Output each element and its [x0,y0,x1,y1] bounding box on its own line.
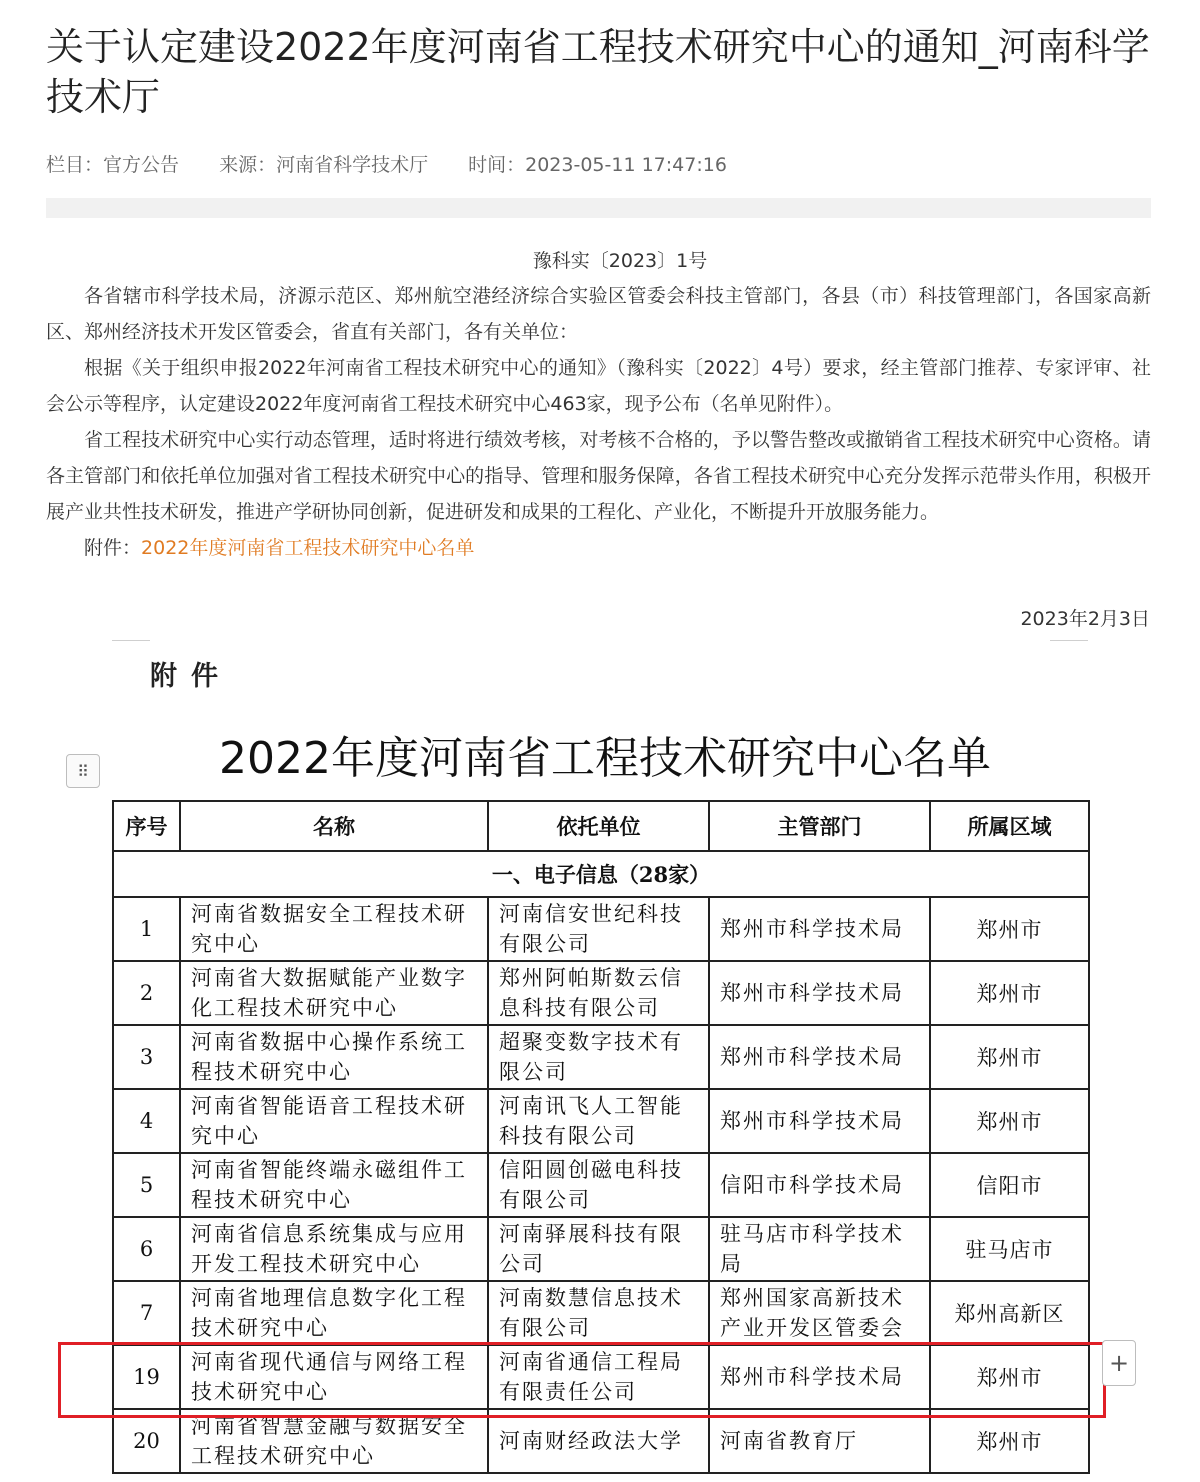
cell-department: 郑州国家高新技术产业开发区管委会 [709,1281,930,1345]
table-header-row [113,801,1089,851]
cell-department: 郑州市科学技术局 [709,961,930,1025]
cell-region: 郑州市 [930,897,1089,961]
cell-host: 河南信安世纪科技有限公司 [488,897,709,961]
addressee-paragraph: 各省辖市科学技术局，济源示范区、郑州航空港经济综合实验区管委会科技主管部门，各县（市）科技管理部门，各国家高新区、郑州经济技术开发区管委会，省直有关部门，各有关单位： [46,285,1151,343]
cell-department: 郑州市科学技术局 [709,897,930,961]
cell-host: 信阳圆创磁电科技有限公司 [488,1153,709,1217]
meta-source: 来源：河南省科学技术厅 [219,154,429,176]
table-row [113,1089,1089,1153]
cell-index: 20 [113,1409,180,1473]
cell-name: 河南省智能语音工程技术研究中心 [180,1089,488,1153]
cell-department: 驻马店市科学技术局 [709,1217,930,1281]
table-drag-handle-icon[interactable]: ⠿ [66,754,100,788]
divider-bar [46,198,1151,218]
cell-index: 6 [113,1217,180,1281]
cell-index: 3 [113,1025,180,1089]
cell-index: 1 [113,897,180,961]
cell-index: 19 [113,1345,180,1409]
article-meta [46,150,761,177]
cell-name: 河南省智能终端永磁组件工程技术研究中心 [180,1153,488,1217]
crop-mark-left [112,640,150,641]
cell-region: 郑州市 [930,961,1089,1025]
cell-host: 河南驿展科技有限公司 [488,1217,709,1281]
body-paragraph: 省工程技术研究中心实行动态管理，适时将进行绩效考核，对考核不合格的，予以警告整改或撤销省工程技术研究中心资格。请各主管部门和依托单位加强对省工程技术研究中心的指导、管理和服务保障，各省工程技术研究中心充分发挥示范带头作用，积极开展产业共性技术研发，推进产学研协同创新，促进研发和成果的工程化、产业化，不断提升开放服务能力。 [46,429,1151,523]
table-row [113,1409,1089,1473]
cell-host: 河南数慧信息技术有限公司 [488,1281,709,1345]
cell-region: 郑州市 [930,1025,1089,1089]
cell-region: 郑州高新区 [930,1281,1089,1345]
cell-name: 河南省数据中心操作系统工程技术研究中心 [180,1025,488,1089]
cell-department: 信阳市科学技术局 [709,1153,930,1217]
cell-region: 郑州市 [930,1345,1089,1409]
cell-name: 河南省数据安全工程技术研究中心 [180,897,488,961]
attachment-link[interactable]: 2022年度河南省工程技术研究中心名单 [141,537,475,559]
table-row-highlighted [113,1345,1089,1409]
attachment-prefix: 附件： [84,537,142,559]
cell-region: 郑州市 [930,1089,1089,1153]
annex-label: 附件 [150,661,232,692]
header-name: 名称 [180,801,488,851]
cell-department: 河南省教育厅 [709,1409,930,1473]
table-row [113,1025,1089,1089]
table-row [113,961,1089,1025]
cell-index: 7 [113,1281,180,1345]
header-region: 所属区域 [930,801,1089,851]
header-department: 主管部门 [709,801,930,851]
list-title: 2022年度河南省工程技术研究中心名单 [219,733,991,784]
meta-time: 时间：2023-05-11 17:47:16 [468,154,727,176]
cell-host: 河南讯飞人工智能科技有限公司 [488,1089,709,1153]
cell-name: 河南省信息系统集成与应用开发工程技术研究中心 [180,1217,488,1281]
cell-name: 河南省智慧金融与数据安全工程技术研究中心 [180,1409,488,1473]
table-row [113,1281,1089,1345]
cell-name: 河南省大数据赋能产业数字化工程技术研究中心 [180,961,488,1025]
cell-region: 信阳市 [930,1153,1089,1217]
document-number: 豫科实〔2023〕1号 [532,250,708,272]
attachment-line [46,530,1151,566]
cell-department: 郑州市科学技术局 [709,1025,930,1089]
cell-name: 河南省地理信息数字化工程技术研究中心 [180,1281,488,1345]
table-row [113,1217,1089,1281]
crop-mark-right [1050,640,1088,641]
cell-host: 河南财经政法大学 [488,1409,709,1473]
cell-department: 郑州市科学技术局 [709,1089,930,1153]
issue-date: 2023年2月3日 [1020,608,1150,630]
cell-index: 2 [113,961,180,1025]
add-row-plus-icon[interactable]: + [1102,1340,1136,1386]
category-row [113,851,1089,897]
cell-name: 河南省现代通信与网络工程技术研究中心 [180,1345,488,1409]
header-index: 序号 [113,801,180,851]
article-title: 关于认定建设2022年度河南省工程技术研究中心的通知_河南科学技术厅 [46,25,1150,119]
table-row [113,897,1089,961]
cell-index: 5 [113,1153,180,1217]
category-label: 一、电子信息（28家） [113,851,1089,897]
table-row [113,1153,1089,1217]
cell-region: 郑州市 [930,1409,1089,1473]
body-paragraph: 根据《关于组织申报2022年河南省工程技术研究中心的通知》（豫科实〔2022〕4号）要求，经主管部门推荐、专家评审、社会公示等程序，认定建设2022年度河南省工程技术研究中心463家，现予公布（名单见附件）。 [46,357,1151,415]
header-host: 依托单位 [488,801,709,851]
cell-host: 河南省通信工程局有限责任公司 [488,1345,709,1409]
cell-region: 驻马店市 [930,1217,1089,1281]
cell-host: 郑州阿帕斯数云信息科技有限公司 [488,961,709,1025]
cell-department: 郑州市科学技术局 [709,1345,930,1409]
cell-host: 超聚变数字技术有限公司 [488,1025,709,1089]
meta-column: 栏目：官方公告 [46,154,180,176]
center-list-table [112,800,1090,1474]
cell-index: 4 [113,1089,180,1153]
article-body [46,278,1151,566]
